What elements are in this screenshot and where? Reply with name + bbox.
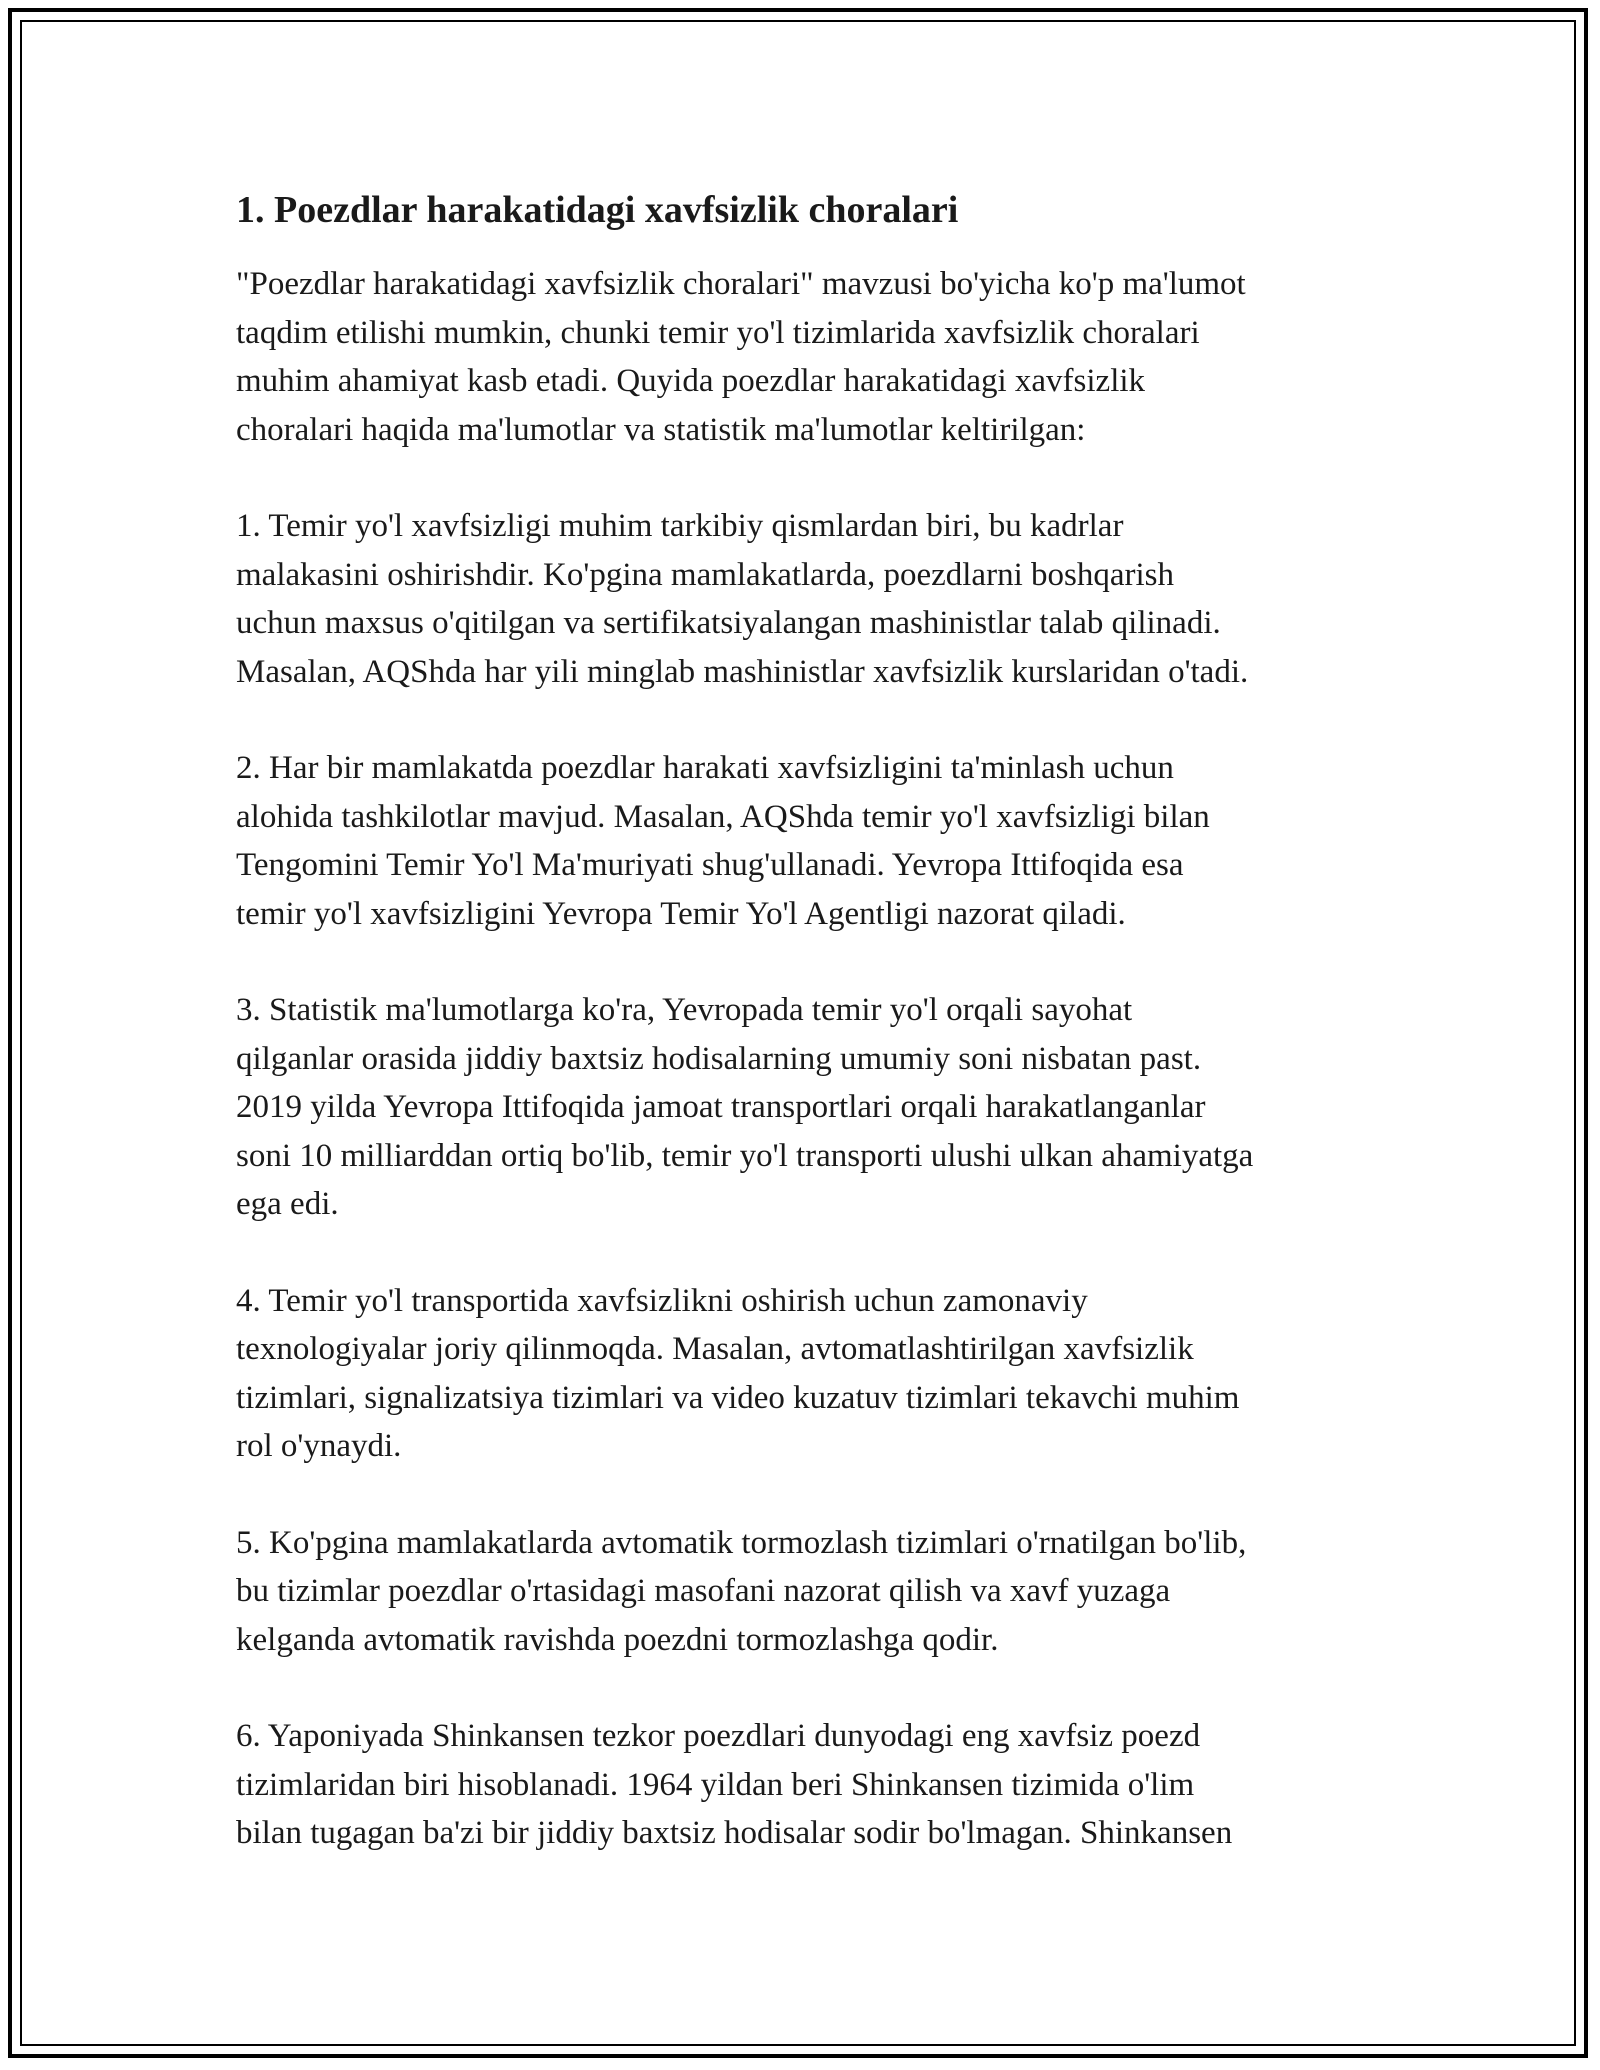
point-2-paragraph: 2. Har bir mamlakatda poezdlar harakati xavfsizligini ta'minlash uchun alohida tashkilotlar mavjud. Masalan, AQShda temir yo'l xavfsizligi bilan Tengomini Temir Yo'l Ma'muriyati shug'ullanadi. Yevropa Ittifoqida esa temir yo'l xavfsizligini Yevropa Temir Yo'l Agentligi nazorat qiladi. bbox=[236, 750, 1210, 932]
point-5-paragraph: 5. Ko'pgina mamlakatlarda avtomatik tormozlash tizimlari o'rnatilgan bo'lib, bu tizimlar poezdlar o'rtasidagi masofani nazorat qilish va xavf yuzaga kelganda avtomatik ravishda poezdni tormozlashga qodir. bbox=[236, 1524, 1247, 1658]
point-4-paragraph: 4. Temir yo'l transportida xavfsizlikni oshirish uchun zamonaviy texnologiyalar joriy qilinmoqda. Masalan, avtomatlashtirilgan xavfsizlik tizimlari, signalizatsiya tizimlari va video kuzatuv tizimlari tekavchi muhim rol o'ynaydi. bbox=[236, 1282, 1240, 1464]
section-heading: 1. Poezdlar harakatidagi xavfsizlik choralari bbox=[236, 189, 959, 231]
document-body bbox=[236, 186, 1396, 1906]
intro-paragraph: "Poezdlar harakatidagi xavfsizlik choralari" mavzusi bo'yicha ko'p ma'lumot taqdim etilishi mumkin, chunki temir yo'l tizimlarida xavfsizlik choralari muhim ahamiyat kasb etadi. Quyida poezdlar harakatidagi xavfsizlik choralari haqida ma'lumotlar va statistik ma'lumotlar keltirilgan: bbox=[236, 266, 1246, 448]
point-3-paragraph: 3. Statistik ma'lumotlarga ko'ra, Yevropada temir yo'l orqali sayohat qilganlar orasida jiddiy baxtsiz hodisalarning umumiy soni nisbatan past. 2019 yilda Yevropa Ittifoqida jamoat transportlari orqali harakatlanganlar soni 10 milliarddan ortiq bo'lib, temir yo'l transporti ulushi ulkan ahamiyatga ega edi. bbox=[236, 992, 1254, 1222]
point-1-paragraph: 1. Temir yo'l xavfsizligi muhim tarkibiy qismlardan biri, bu kadrlar malakasini oshirishdir. Ko'pgina mamlakatlarda, poezdlarni boshqarish uchun maxsus o'qitilgan va sertifikatsiyalangan mashinistlar talab qilinadi. Masalan, AQShda har yili minglab mashinistlar xavfsizlik kurslaridan o'tadi. bbox=[236, 508, 1249, 690]
point-6-paragraph: 6. Yaponiyada Shinkansen tezkor poezdlari dunyodagi eng xavfsiz poezd tizimlaridan biri hisoblanadi. 1964 yildan beri Shinkansen tizimida o'lim bilan tugagan ba'zi bir jiddiy baxtsiz hodisalar sodir bo'lmagan. Shinkansen bbox=[236, 1718, 1233, 1851]
